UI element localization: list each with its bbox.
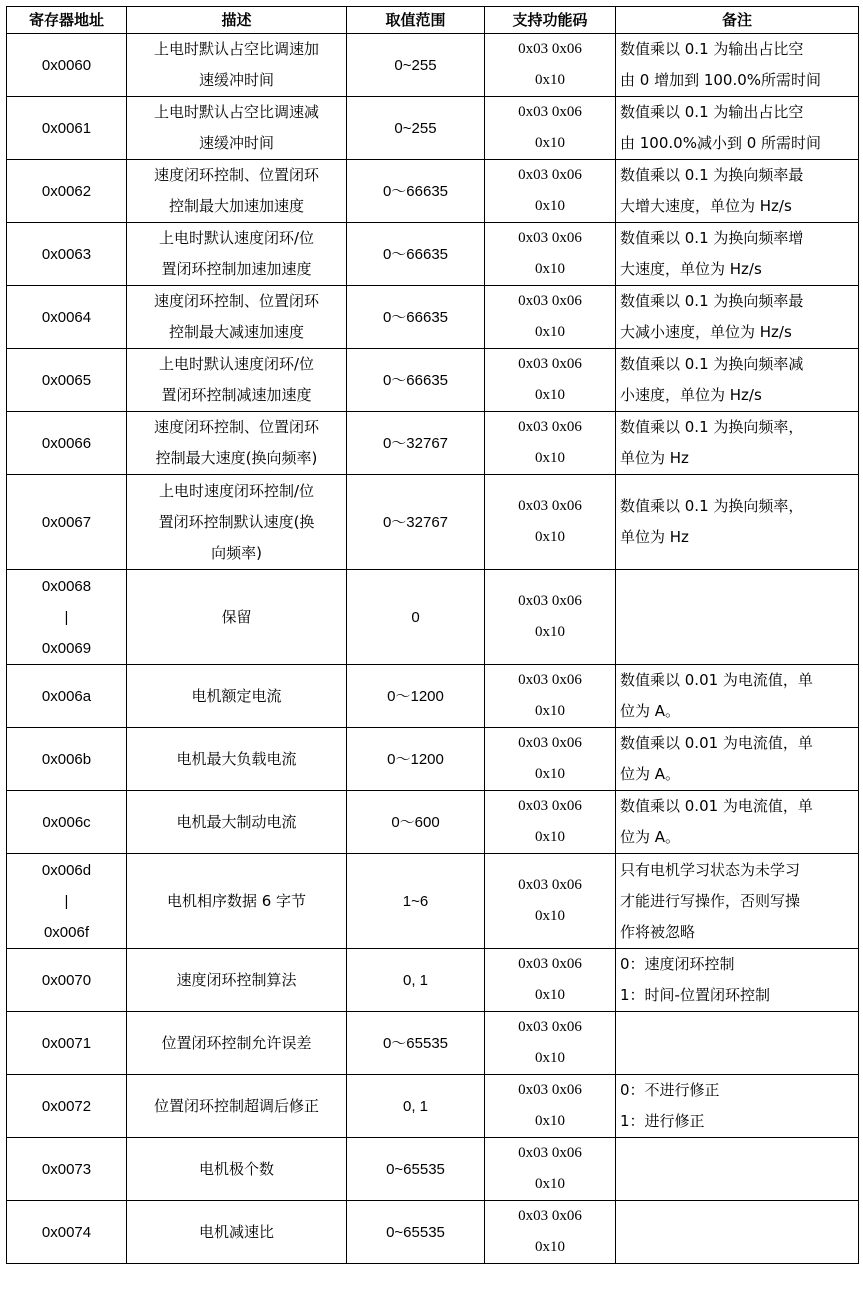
remarks [616,854,859,949]
remarks-line: 数值乘以 0.1 为换向频率减 [620,355,804,373]
register-description [127,286,347,349]
header-description: 描述 [127,7,347,34]
remarks [616,286,859,349]
remarks [616,34,859,97]
function-codes [485,34,616,97]
remarks-line: 由 0 增加到 100.0%所需时间 [620,71,822,89]
register-address [7,665,127,728]
function-codes-line: 0x03 0x06 [518,798,582,814]
register-address-line: 0x0065 [41,371,92,389]
register-description [127,349,347,412]
register-address-line: 0x0067 [41,513,92,531]
remarks [616,97,859,160]
register-address [7,728,127,791]
remarks-line: 数值乘以 0.01 为电流值，单 [620,671,813,689]
function-codes-line: 0x10 [535,624,565,640]
value-range: 0～32767 [347,475,485,570]
register-address-line: 0x006b [41,750,92,768]
register-address-line: 0x0060 [41,56,92,74]
register-address-line: 0x0072 [41,1097,92,1115]
remarks [616,949,859,1012]
function-codes-line: 0x03 0x06 [518,498,582,514]
function-codes-line: 0x10 [535,529,565,545]
register-description-line: 控制最大加速加速度 [168,197,304,215]
function-codes-line: 0x10 [535,1176,565,1192]
remarks [616,475,859,570]
register-address [7,1012,127,1075]
register-description [127,475,347,570]
register-description-line: 电机相序数据 6 字节 [166,891,307,910]
register-address-line: 0x0061 [41,119,92,137]
register-address [7,223,127,286]
function-codes-line: 0x03 0x06 [518,1208,582,1224]
table-row [7,570,859,665]
table-row [7,412,859,475]
register-address [7,349,127,412]
register-address [7,97,127,160]
register-description-line: 置闭环控制加速加速度 [161,260,312,278]
function-codes-line: 0x10 [535,766,565,782]
register-description-line: 向频率) [211,543,262,562]
register-address [7,1138,127,1201]
register-address [7,854,127,949]
table-body [7,34,859,1264]
register-address-line: 0x0064 [41,308,92,326]
register-address-line: 0x0063 [41,245,92,263]
function-codes-line: 0x03 0x06 [518,593,582,609]
remarks-line: 作将被忽略 [620,922,696,941]
function-codes-line: 0x03 0x06 [518,1082,582,1098]
remarks [616,160,859,223]
register-description [127,412,347,475]
remarks-line: 大增大速度，单位为 Hz/s [620,197,792,215]
register-address-line: 0x006a [41,687,92,705]
register-description-line: 上电时默认速度闭环/位 [158,355,315,373]
register-description-line: 上电时默认占空比调速减 [153,103,319,121]
function-codes [485,1012,616,1075]
table-row [7,223,859,286]
header-function-code: 支持功能码 [485,7,616,34]
function-codes [485,949,616,1012]
table-row [7,97,859,160]
register-address-line: 0x006c [42,813,91,831]
function-codes-line: 0x03 0x06 [518,1019,582,1035]
table-row [7,791,859,854]
remarks-line: 数值乘以 0.1 为输出占比空 [620,103,804,121]
function-codes [485,475,616,570]
table-row [7,665,859,728]
table-row [7,1201,859,1264]
register-address [7,412,127,475]
register-address [7,949,127,1012]
register-description [127,160,347,223]
function-codes [485,854,616,949]
function-codes-line: 0x10 [535,1239,565,1255]
register-address-line: 0x0062 [41,182,92,200]
register-description-line: 速缓冲时间 [198,71,274,89]
value-range: 0～66635 [347,223,485,286]
function-codes [485,728,616,791]
register-description-line: 电机极个数 [198,1159,274,1178]
remarks [616,728,859,791]
value-range: 0~255 [347,34,485,97]
remarks-line: 小速度，单位为 Hz/s [620,386,762,404]
register-address-line: 0x0068 [41,577,92,595]
function-codes-line: 0x03 0x06 [518,356,582,372]
header-address: 寄存器地址 [7,7,127,34]
function-codes [485,349,616,412]
remarks [616,1138,859,1201]
table-row [7,1012,859,1075]
remarks-line: 大减小速度，单位为 Hz/s [620,323,792,341]
remarks-line: 单位为 Hz [620,528,689,546]
value-range: 0～65535 [347,1012,485,1075]
value-range: 0 [347,570,485,665]
value-range: 0～32767 [347,412,485,475]
register-address-line: 0x0073 [41,1160,92,1178]
register-description [127,949,347,1012]
function-codes-line: 0x10 [535,987,565,1003]
table-row [7,349,859,412]
remarks-line: 数值乘以 0.1 为输出占比空 [620,40,804,58]
function-codes [485,1138,616,1201]
register-description [127,791,347,854]
remarks-line: 位为 A。 [620,765,681,783]
function-codes [485,412,616,475]
remarks-line: 数值乘以 0.1 为换向频率增 [620,229,804,247]
register-description-line: 上电时默认速度闭环/位 [158,229,315,247]
remarks [616,223,859,286]
table-row [7,286,859,349]
register-description-line: 位置闭环控制超调后修正 [153,1096,319,1115]
remarks-line: 1：时间-位置闭环控制 [620,986,770,1004]
function-codes-line: 0x10 [535,829,565,845]
function-codes [485,1075,616,1138]
header-range: 取值范围 [347,7,485,34]
register-address [7,160,127,223]
register-address [7,791,127,854]
function-codes-line: 0x03 0x06 [518,41,582,57]
remarks-line: 数值乘以 0.1 为换向频率， [620,418,804,436]
register-address-line: | [64,892,69,910]
function-codes-line: 0x10 [535,261,565,277]
register-address-line: 0x0069 [41,639,92,657]
function-codes-line: 0x03 0x06 [518,230,582,246]
remarks [616,1012,859,1075]
register-address-line: | [64,608,69,626]
function-codes [485,97,616,160]
register-address [7,34,127,97]
function-codes [485,791,616,854]
register-description [127,1075,347,1138]
function-codes-line: 0x10 [535,324,565,340]
table-row [7,34,859,97]
remarks-line: 单位为 Hz [620,449,689,467]
remarks-line: 才能进行写操作，否则写操 [620,891,801,910]
register-address [7,475,127,570]
remarks [616,412,859,475]
table-row [7,475,859,570]
value-range: 1~6 [347,854,485,949]
function-codes-line: 0x10 [535,703,565,719]
value-range: 0~255 [347,97,485,160]
register-description [127,1012,347,1075]
function-codes-line: 0x03 0x06 [518,293,582,309]
table-row [7,160,859,223]
remarks-line: 数值乘以 0.1 为换向频率， [620,497,804,515]
register-address [7,1201,127,1264]
register-description-line: 控制最大减速加速度 [168,323,304,341]
function-codes [485,223,616,286]
value-range: 0, 1 [347,1075,485,1138]
register-description-line: 置闭环控制默认速度(换 [158,512,315,531]
remarks-line: 数值乘以 0.01 为电流值，单 [620,734,813,752]
header-remarks: 备注 [616,7,859,34]
register-address-line: 0x006f [43,923,90,941]
function-codes-line: 0x03 0x06 [518,956,582,972]
register-description-line: 上电时速度闭环控制/位 [158,481,315,500]
register-description-line: 电机额定电流 [191,686,282,705]
remarks-line: 位为 A。 [620,702,681,720]
register-description-line: 电机减速比 [198,1222,274,1241]
register-description-line: 位置闭环控制允许误差 [161,1033,312,1052]
function-codes-line: 0x10 [535,198,565,214]
function-codes-line: 0x03 0x06 [518,419,582,435]
function-codes-line: 0x10 [535,135,565,151]
remarks [616,791,859,854]
table-row [7,854,859,949]
value-range: 0~65535 [347,1138,485,1201]
remarks-line: 数值乘以 0.1 为换向频率最 [620,292,804,310]
function-codes-line: 0x10 [535,908,565,924]
function-codes [485,286,616,349]
function-codes-line: 0x03 0x06 [518,104,582,120]
remarks-line: 1：进行修正 [620,1112,705,1130]
function-codes [485,1201,616,1264]
value-range: 0～1200 [347,665,485,728]
register-address-line: 0x0070 [41,971,92,989]
function-codes-line: 0x10 [535,72,565,88]
register-address-line: 0x0071 [41,1034,92,1052]
register-address [7,570,127,665]
register-description-line: 速度闭环控制、位置闭环 [153,166,319,184]
function-codes-line: 0x03 0x06 [518,1145,582,1161]
remarks-line: 数值乘以 0.1 为换向频率最 [620,166,804,184]
register-address-line: 0x0066 [41,434,92,452]
remarks [616,570,859,665]
remarks-line: 数值乘以 0.01 为电流值，单 [620,797,813,815]
register-description-line: 电机最大负载电流 [176,749,297,768]
function-codes [485,665,616,728]
table-row [7,1075,859,1138]
register-description-line: 控制最大速度(换向频率) [155,449,318,467]
register-description [127,665,347,728]
value-range: 0～66635 [347,160,485,223]
register-description [127,570,347,665]
value-range: 0～66635 [347,286,485,349]
function-codes [485,160,616,223]
function-codes-line: 0x10 [535,1050,565,1066]
register-table [6,6,859,1264]
function-codes [485,570,616,665]
function-codes-line: 0x03 0x06 [518,167,582,183]
remarks-line: 0：不进行修正 [620,1081,720,1099]
register-description [127,1138,347,1201]
remarks-line: 只有电机学习状态为未学习 [620,860,801,879]
remarks [616,665,859,728]
function-codes-line: 0x03 0x06 [518,735,582,751]
remarks [616,1075,859,1138]
value-range: 0～66635 [347,349,485,412]
value-range: 0～600 [347,791,485,854]
register-address [7,1075,127,1138]
register-description [127,97,347,160]
remarks-line: 大速度，单位为 Hz/s [620,260,762,278]
function-codes-line: 0x10 [535,387,565,403]
register-description [127,1201,347,1264]
register-description [127,223,347,286]
function-codes-line: 0x10 [535,1113,565,1129]
register-description [127,34,347,97]
table-row [7,728,859,791]
remarks-line: 0：速度闭环控制 [620,955,735,973]
register-address [7,286,127,349]
register-description-line: 上电时默认占空比调速加 [153,40,319,58]
remarks-line: 由 100.0%减小到 0 所需时间 [620,134,822,152]
value-range: 0～1200 [347,728,485,791]
register-address-line: 0x0074 [41,1223,92,1241]
remarks-line: 位为 A。 [620,828,681,846]
register-description-line: 速度闭环控制、位置闭环 [153,418,319,436]
register-description-line: 速缓冲时间 [198,134,274,152]
register-description-line: 速度闭环控制、位置闭环 [153,292,319,310]
function-codes-line: 0x10 [535,450,565,466]
table-header-row [7,7,859,34]
table-row [7,949,859,1012]
register-description [127,854,347,949]
function-codes-line: 0x03 0x06 [518,672,582,688]
remarks [616,1201,859,1264]
function-codes-line: 0x03 0x06 [518,877,582,893]
table-row [7,1138,859,1201]
register-description-line: 电机最大制动电流 [176,812,297,831]
register-description-line: 保留 [221,607,252,626]
register-description-line: 置闭环控制减速加速度 [161,386,312,404]
register-address-line: 0x006d [41,861,92,879]
value-range: 0~65535 [347,1201,485,1264]
remarks [616,349,859,412]
register-description-line: 速度闭环控制算法 [176,970,297,989]
value-range: 0, 1 [347,949,485,1012]
register-description [127,728,347,791]
